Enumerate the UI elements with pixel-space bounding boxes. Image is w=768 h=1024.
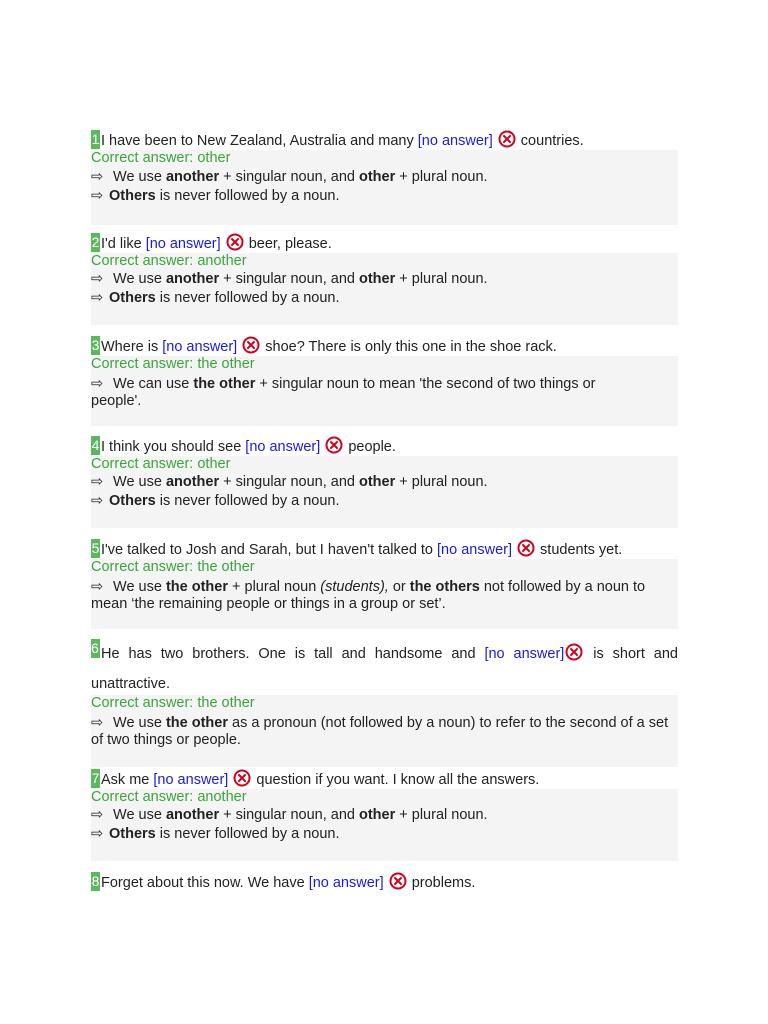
explanation-box: [91, 456, 678, 528]
question-text-after: beer, please.: [244, 236, 332, 252]
explanation-line: ⇨ We use the other as a pronoun (not followed by a noun) to refer to the second of a set of two things or people.: [91, 715, 669, 748]
explanation-box: [91, 559, 678, 629]
question-8: [91, 872, 678, 892]
question-line: [91, 639, 678, 699]
explanation-line: ⇨ We use another + singular noun, and other + plural noun.: [91, 271, 488, 287]
question-number: 4: [91, 437, 100, 453]
correct-answer: Correct answer: other: [91, 456, 231, 472]
incorrect-x-icon: [226, 233, 244, 251]
incorrect-x-icon: [325, 436, 343, 454]
explanation-line: ⇨ We use another + singular noun, and other + plural noun.: [91, 169, 488, 185]
arrow-icon: ⇨: [91, 290, 104, 306]
question-text-before: Where is: [101, 339, 163, 355]
explanation-line: ⇨ Others is never followed by a noun.: [91, 290, 340, 306]
question-text-after: question if you want. I know all the answers.: [252, 772, 540, 788]
incorrect-x-icon: [389, 872, 407, 890]
question-number: 5: [91, 540, 100, 556]
question-line: [91, 130, 678, 150]
incorrect-x-icon: [498, 130, 516, 148]
explanation-line: ⇨ Others is never followed by a noun.: [91, 188, 340, 204]
explanation-box: [91, 695, 678, 767]
question-6: [91, 639, 678, 767]
question-text-after: countries.: [516, 133, 584, 149]
explanation-box: [91, 253, 678, 325]
explanation-line: ⇨ We use the other + plural noun (students), or the others not followed by a noun to mean ‘the remaining people or things in a group or set’.: [91, 579, 646, 612]
question-text-after: problems.: [407, 875, 476, 891]
question-4: [91, 436, 678, 528]
explanation-line: ⇨ We use another + singular noun, and other + plural noun.: [91, 807, 488, 823]
arrow-icon: ⇨: [91, 271, 104, 287]
blank-answer: [no answer]: [153, 772, 229, 788]
question-line: [91, 769, 678, 789]
arrow-icon: ⇨: [91, 169, 104, 185]
incorrect-x-icon: [233, 769, 251, 787]
correct-answer: Correct answer: another: [91, 253, 247, 269]
explanation-line: ⇨ Others is never followed by a noun.: [91, 493, 340, 509]
incorrect-x-icon: [242, 336, 260, 354]
question-text-before: I think you should see: [101, 439, 246, 455]
correct-answer: Correct answer: the other: [91, 356, 255, 372]
question-number: 7: [91, 770, 100, 786]
question-number: 2: [91, 234, 100, 250]
question-text-after: people.: [344, 439, 396, 455]
explanation-box: [91, 356, 678, 426]
question-line: [91, 539, 678, 559]
blank-answer: [no answer]: [484, 646, 565, 662]
explanation-box: [91, 789, 678, 861]
question-text-after: students yet.: [536, 542, 623, 558]
arrow-icon: ⇨: [91, 826, 104, 842]
blank-answer: [no answer]: [245, 439, 321, 455]
blank-answer: [no answer]: [417, 133, 493, 149]
question-text-before: I have been to New Zealand, Australia and many: [101, 133, 418, 149]
explanation-line: ⇨ We can use the other + singular noun to mean 'the second of two things or people'.: [91, 376, 596, 409]
question-text-before: I've talked to Josh and Sarah, but I haven't talked to: [101, 542, 438, 558]
correct-answer: Correct answer: another: [91, 789, 247, 805]
arrow-icon: ⇨: [91, 474, 104, 490]
correct-answer: Correct answer: the other: [91, 559, 255, 575]
question-line: [91, 233, 678, 253]
question-text-after: shoe? There is only this one in the shoe rack.: [261, 339, 557, 355]
explanation-line: ⇨ We use another + singular noun, and other + plural noun.: [91, 474, 488, 490]
question-7: [91, 769, 678, 861]
arrow-icon: ⇨: [91, 188, 104, 204]
blank-answer: [no answer]: [308, 875, 384, 891]
question-text-before: Ask me: [101, 772, 154, 788]
question-number: 1: [91, 131, 100, 147]
question-5: [91, 539, 678, 629]
question-line: [91, 336, 678, 356]
question-text-after: is short and unattractive.: [91, 646, 678, 692]
correct-answer: Correct answer: other: [91, 150, 231, 166]
arrow-icon: ⇨: [91, 807, 104, 823]
question-line: [91, 872, 678, 892]
arrow-icon: ⇨: [91, 715, 104, 731]
question-3: [91, 336, 678, 426]
question-1: [91, 130, 678, 225]
blank-answer: [no answer]: [437, 542, 512, 558]
correct-answer: Correct answer: the other: [91, 695, 255, 711]
arrow-icon: ⇨: [91, 376, 104, 392]
incorrect-x-icon: [517, 539, 535, 557]
question-text-before: He has two brothers. One is tall and handsome and: [101, 646, 485, 662]
question-2: [91, 233, 678, 325]
arrow-icon: ⇨: [91, 493, 104, 509]
question-number: 8: [91, 873, 100, 889]
question-text-before: I'd like: [101, 236, 146, 252]
arrow-icon: ⇨: [91, 579, 104, 595]
question-line: [91, 436, 678, 456]
blank-answer: [no answer]: [145, 236, 221, 252]
blank-answer: [no answer]: [162, 339, 238, 355]
question-number: 3: [91, 337, 100, 353]
incorrect-x-icon: [565, 643, 583, 661]
explanation-line: ⇨ Others is never followed by a noun.: [91, 826, 340, 842]
question-number: 6: [91, 640, 99, 656]
question-text-before: Forget about this now. We have: [101, 875, 309, 891]
